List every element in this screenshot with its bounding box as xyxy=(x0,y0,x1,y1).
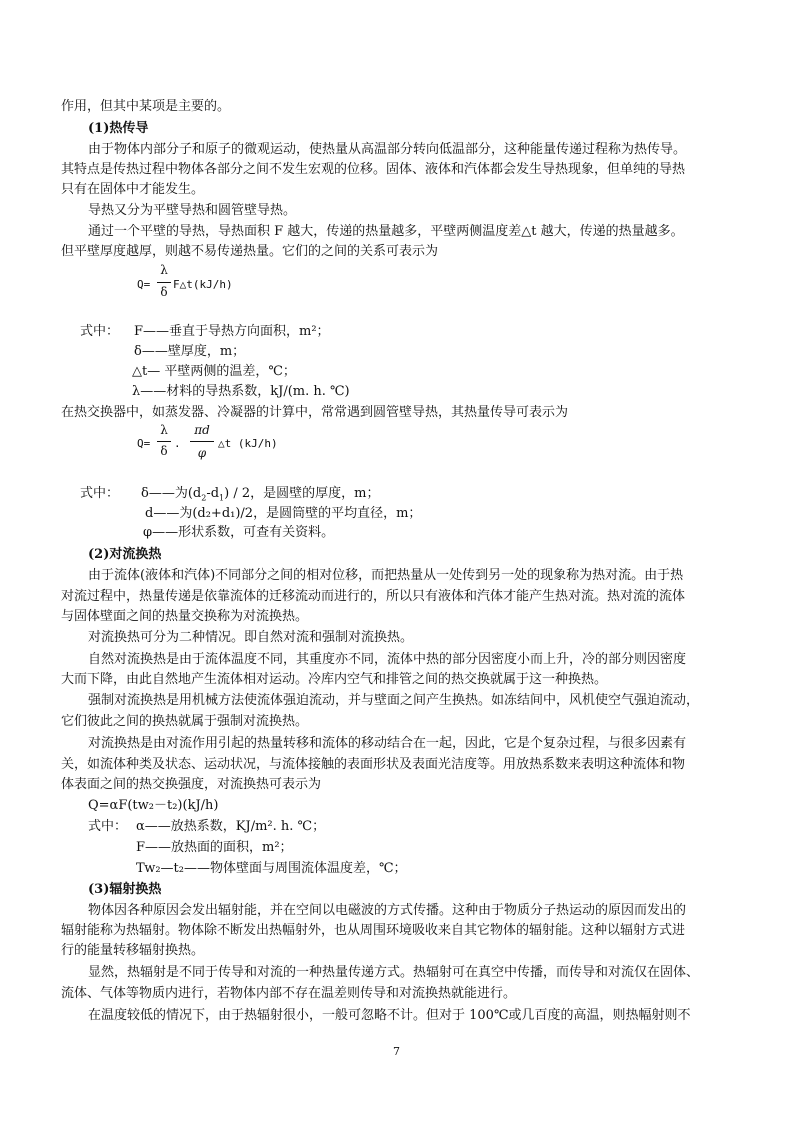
formula-1-lhs: Q= xyxy=(137,278,151,291)
formula-2-numerator: λ xyxy=(160,423,168,437)
formula-2-numerator: πd xyxy=(194,423,210,437)
formula-2-lhs: Q= xyxy=(137,437,151,450)
formula-2-dot: . xyxy=(174,437,181,450)
text-line: 体表面之间的热交换强度，对流换热可表示为 xyxy=(61,777,322,792)
section-heading-convection: (2)对流换热 xyxy=(88,547,162,562)
text-line: 通过一个平壁的导热，导热面积 F 越大，传递的热量越多，平壁两侧温度差△t 越大，传递的热量越多。 xyxy=(88,224,684,239)
formula-1-rhs: F△t(kJ/h) xyxy=(173,278,233,291)
formula-2-denominator: δ xyxy=(160,444,168,458)
text-line: 关，如流体种类及状态、运动状况，与流体接触的表面形状及表面光洁度等。用放热系数来表明这种流体和物 xyxy=(61,757,686,772)
formula-3: Q=αF(tw₂－t₂)(kJ/h) xyxy=(88,798,219,813)
definition-line: F——垂直于导热方向面积，m²； xyxy=(134,324,330,339)
text-line: 导热又分为平壁导热和圆管壁导热。 xyxy=(88,203,297,218)
definition-line: λ——材料的导热系数，kJ/(m. h. ℃) xyxy=(132,384,350,399)
text-line: 强制对流换热是用机械方法使流体强迫流动，并与壁面之间产生换热。如冻结间中，风机使空气强迫流动， xyxy=(88,693,700,708)
text-line: 但平壁厚度越厚，则越不易传递热量。它们的之间的关系可表示为 xyxy=(61,244,439,259)
formula-1-denominator: δ xyxy=(160,285,168,299)
text-line: 它们彼此之间的换热就属于强制对流换热。 xyxy=(61,714,309,729)
text-line: 由于物体内部分子和原子的微观运动，使热量从高温部分转向低温部分，这种能量传递过程称为热传导。 xyxy=(88,142,687,157)
formula-2-fraction-bar xyxy=(190,441,214,442)
formula-2-denominator: φ xyxy=(197,446,207,460)
text-line: 辐射能称为热辐射。物体除不断发出热幅射外，也从周围环境吸收来自其它物体的辐射能。这种以辐射方式进 xyxy=(61,923,686,938)
page-number: 7 xyxy=(393,1045,400,1058)
text-line: 由于流体(液体和汽体)不同部分之间的相对位移，而把热量从一处传到另一处的现象称为热对流。由于热 xyxy=(88,568,684,583)
text-line: 与固体壁面之间的热量交换称为对流换热。 xyxy=(61,609,309,624)
definition-line: α——放热系数，KJ/m². h. ℃； xyxy=(136,819,326,834)
definition-line: δ——壁厚度，m； xyxy=(134,344,246,359)
where-label: 式中： xyxy=(80,486,120,501)
text-line: 其特点是传热过程中物体各部分之间不发生宏观的位移。固体、液体和汽体都会发生导热现象，但单纯的导热 xyxy=(61,162,686,177)
text-line: 对流过程中，热量传递是依靠流体的迁移流动而进行的，所以只有液体和汽体才能产生热对流。热对流的流体 xyxy=(61,589,686,604)
formula-2-rhs: △t (kJ/h) xyxy=(218,437,278,450)
text-line: 行的能量转移辐射换热。 xyxy=(61,943,205,958)
text-line: 物体因各种原因会发出辐射能，并在空间以电磁波的方式传播。这种由于物质分子热运动的原因而发出的 xyxy=(88,903,687,918)
text-line: 自然对流换热是由于流体温度不同，其重度亦不同，流体中热的部分因密度小而上升，冷的部分则因密度 xyxy=(88,652,687,667)
text-line: 对流换热可分为二种情况。即自然对流和强制对流换热。 xyxy=(88,630,414,645)
definition-line: φ——形状系数，可查有关资料。 xyxy=(143,525,335,540)
text-line: 流体、气体等物质内进行，若物体内部不存在温差则传导和对流换热就能进行。 xyxy=(61,986,517,1001)
text-line: 对流换热是由对流作用引起的热量转移和流体的移动结合在一起，因此，它是个复杂过程，与很多因素有 xyxy=(88,736,687,751)
text-line: 大而下降，由此自然地产生流体相对运动。冷库内空气和排管之间的热交换就属于这一种换热。 xyxy=(61,672,608,687)
formula-1-numerator: λ xyxy=(160,263,168,277)
definition-line: △t— 平壁两侧的温差，℃； xyxy=(132,364,296,379)
formula-1-fraction-bar xyxy=(157,282,171,283)
text-line: 只有在固体中才能发生。 xyxy=(61,182,205,197)
definition-line: F——放热面的面积，m²； xyxy=(136,840,293,855)
section-heading-radiation: (3)辐射换热 xyxy=(88,882,162,897)
definition-line: d——为(d₂+d₁)/2，是圆筒壁的平均直径，m； xyxy=(145,506,422,521)
text-line: 显然，热辐射是不同于传导和对流的一种热量传递方式。热辐射可在真空中传播，而传导和对流仅在固体、 xyxy=(88,965,700,980)
section-heading-conduction: (1)热传导 xyxy=(88,121,149,136)
text-line: 作用，但其中某项是主要的。 xyxy=(61,99,231,114)
text-line: 在温度较低的情况下，由于热辐射很小，一般可忽略不计。但对于 100℃或几百度的高温，则热幅射则不 xyxy=(88,1008,691,1023)
definition-line: δ——为$(d_2-d_1) / 2$，是圆壁的厚度，m； xyxy=(141,486,380,503)
text-line: 在热交换器中，如蒸发器、冷凝器的计算中，常常遇到圆管壁导热，其热量传导可表示为 xyxy=(61,405,569,420)
formula-2-fraction-bar xyxy=(157,441,171,442)
where-label: 式中： xyxy=(88,819,128,834)
definition-line: Tw₂—t₂——物体壁面与周围流体温度差，℃； xyxy=(136,861,407,876)
where-label: 式中： xyxy=(80,324,120,339)
